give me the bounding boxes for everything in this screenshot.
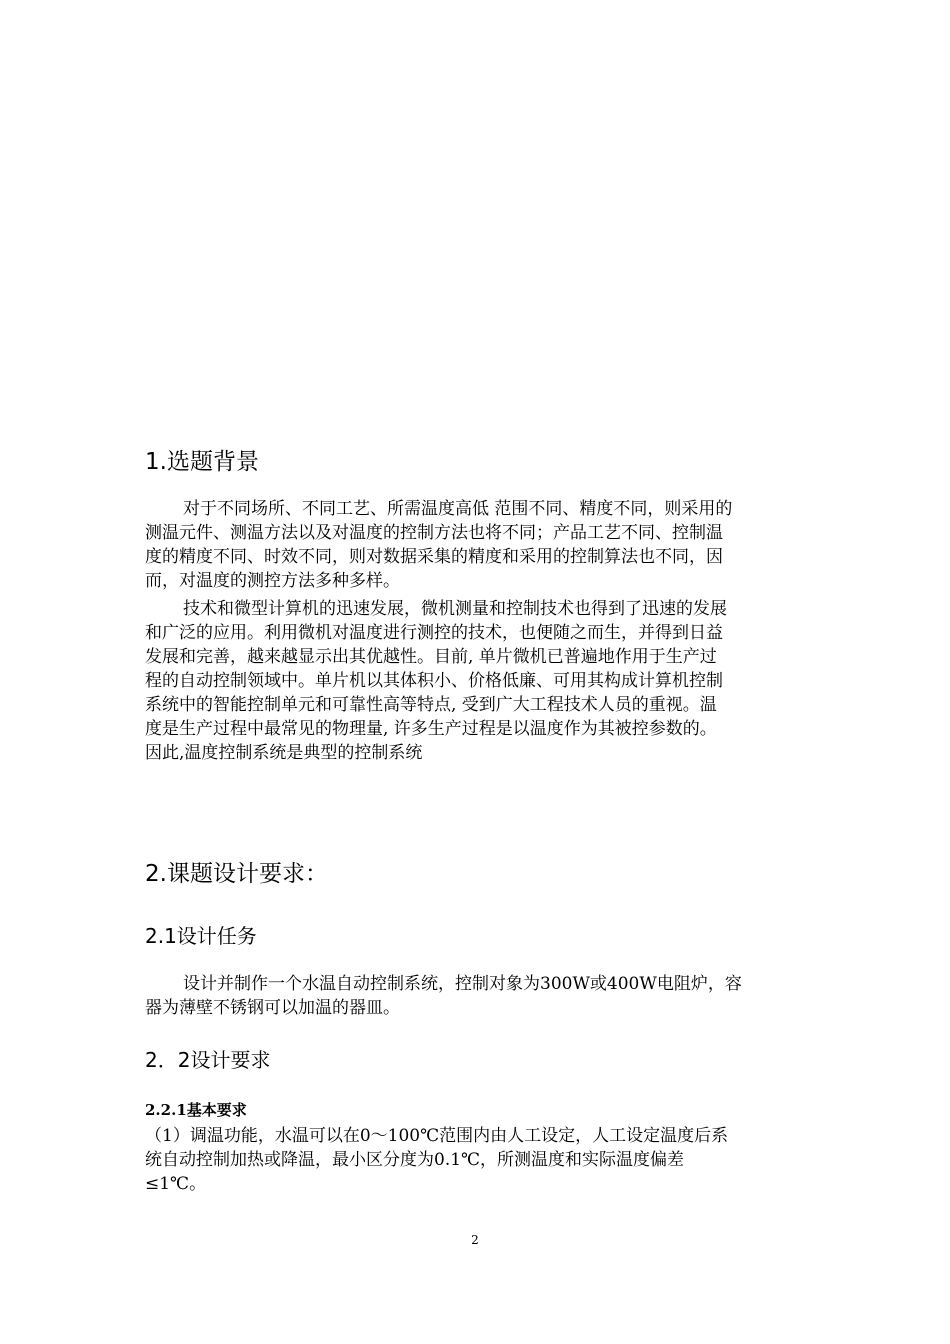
text-line: 技术和微型计算机的迅速发展，微机测量和控制技术也得到了迅速的发展 (183, 599, 727, 619)
text-line: 系统中的智能控制单元和可靠性高等特点, 受到广大工程技术人员的重视。温 (145, 695, 717, 715)
text-line: 设计并制作一个水温自动控制系统，控制对象为300W或400W电阻炉，容 (183, 974, 742, 994)
text-line: 度的精度不同、时效不同，则对数据采集的精度和采用的控制算法也不同，因 (145, 547, 723, 567)
text-line: （1）调温功能，水温可以在0～100℃范围内由人工设定，人工设定温度后系 (145, 1126, 729, 1146)
text-line: ≤1℃。 (145, 1174, 207, 1194)
text-line: 对于不同场所、不同工艺、所需温度高低 范围不同、精度不同，则采用的 (183, 499, 733, 519)
section-2-2-1-heading: 2.2.1基本要求 (145, 1101, 247, 1119)
text-line: 测温元件、测温方法以及对温度的控制方法也将不同；产品工艺不同、控制温 (145, 523, 723, 543)
text-line: 发展和完善，越来越显示出其优越性。目前, 单片微机已普遍地作用于生产过 (145, 647, 717, 667)
text-line: 度是生产过程中最常见的物理量, 许多生产过程是以温度作为其被控参数的。 (145, 719, 717, 739)
section-2-1-heading: 2.1设计任务 (145, 924, 257, 948)
text-line: 统自动控制加热或降温，最小区分度为0.1℃，所测温度和实际温度偏差 (145, 1150, 685, 1170)
text-line: 程的自动控制领域中。单片机以其体积小、价格低廉、可用其构成计算机控制 (145, 671, 723, 691)
section-1-heading: 1.选题背景 (145, 449, 259, 475)
text-line: 而，对温度的测控方法多种多样。 (145, 571, 400, 591)
section-1-paragraph-1 (145, 497, 805, 593)
page-number: 2 (471, 1233, 479, 1247)
section-2-2-heading: 2．2设计要求 (145, 1048, 271, 1072)
section-2-2-1-paragraph (145, 1124, 805, 1196)
section-2-heading: 2.课题设计要求： (145, 861, 328, 887)
text-line: 因此,温度控制系统是典型的控制系统 (145, 743, 423, 763)
section-1-paragraph-2 (145, 597, 805, 765)
text-line: 器为薄壁不锈钢可以加温的器皿。 (145, 998, 400, 1018)
text-line: 和广泛的应用。利用微机对温度进行测控的技术，也便随之而生，并得到日益 (145, 623, 723, 643)
section-2-1-paragraph (145, 972, 805, 1020)
